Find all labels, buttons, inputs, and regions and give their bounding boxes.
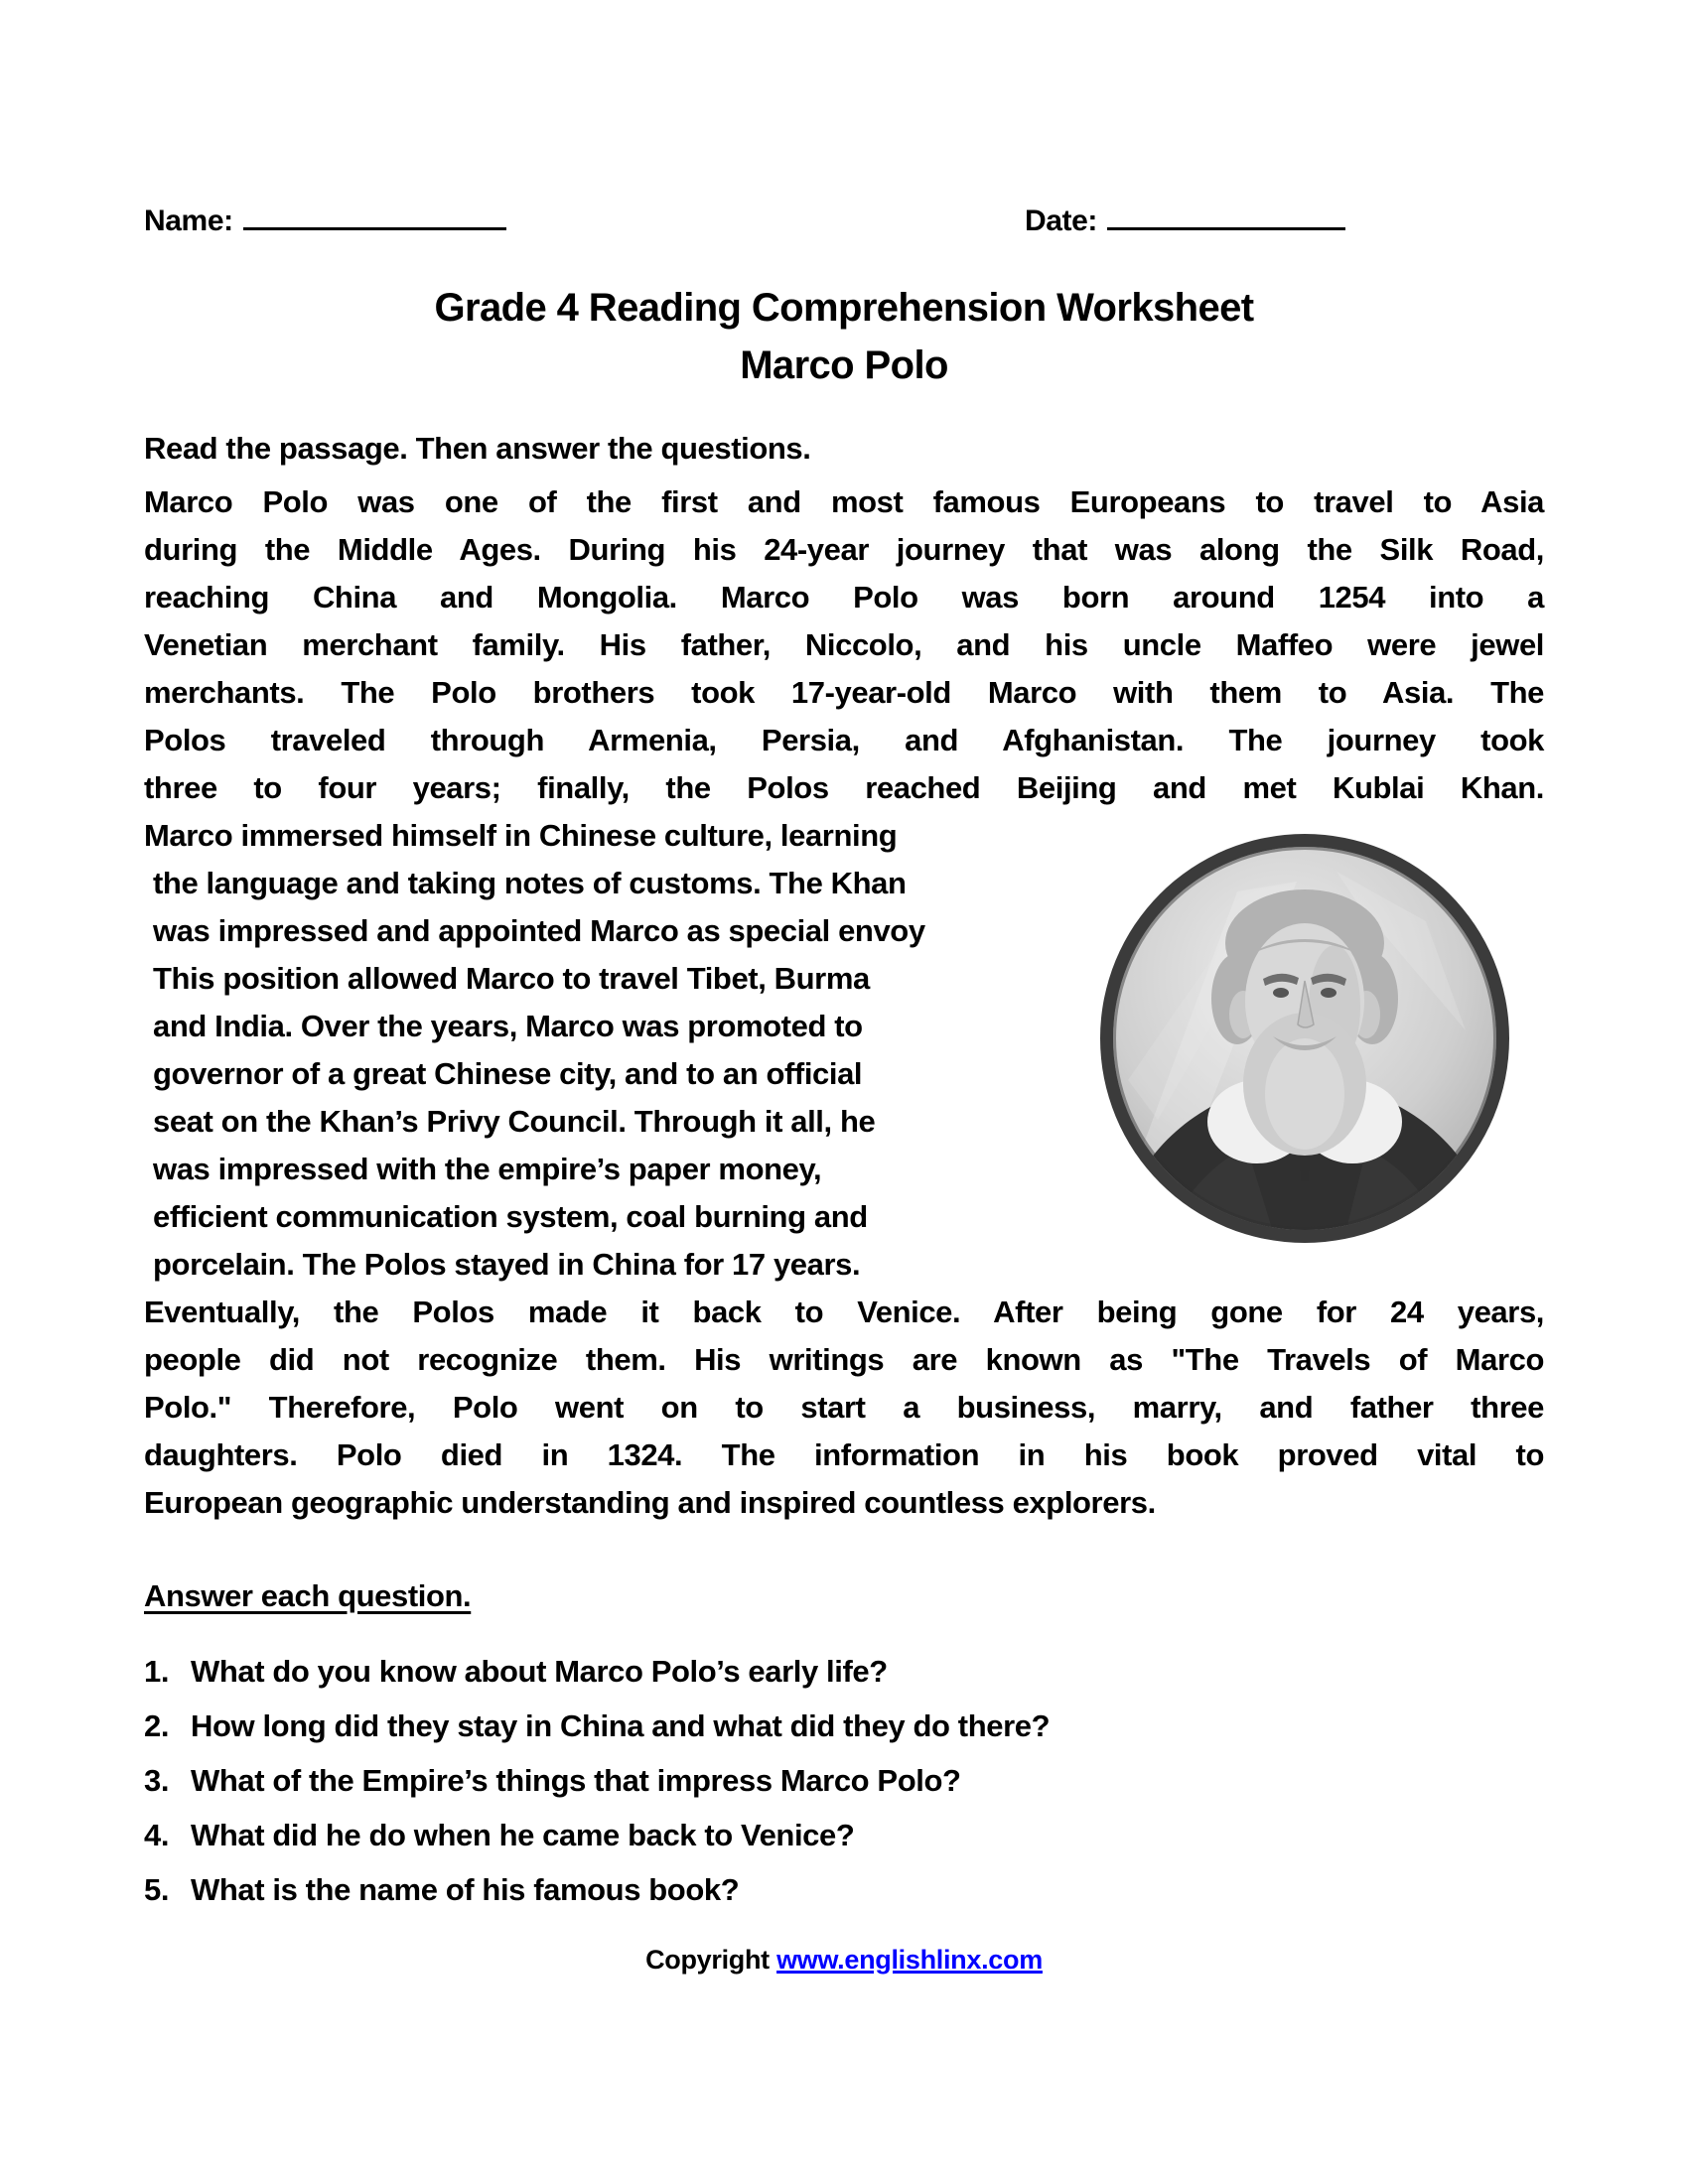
date-field [1025,198,1345,241]
question-text: What did he do when he came back to Venice? [191,1818,855,1852]
question-item [144,1703,1544,1750]
name-date-row [144,202,1544,241]
passage-line: during the Middle Ages. During his 24-year journey that was along the Silk Road, [144,532,1544,567]
passage-line: reaching China and Mongolia. Marco Polo was born around 1254 into a [144,580,1544,614]
englishlinx-link[interactable]: www.englishlinx.com [776,1945,1043,1975]
question-text: What do you know about Marco Polo’s early life? [191,1654,888,1689]
passage-line: seat on the Khan’s Privy Council. Through it all, he [153,1104,876,1139]
instruction-text: Read the passage. Then answer the questions. [144,431,811,466]
questions-list [144,1648,1544,1914]
passage-line: was impressed with the empire’s paper money, [153,1152,822,1186]
question-item [144,1812,1544,1859]
passage-line: merchants. The Polo brothers took 17-year-old Marco with them to Asia. The [144,675,1544,710]
page-title: Grade 4 Reading Comprehension Worksheet [434,286,1254,330]
name-field [144,198,506,241]
copyright-label: Copyright [645,1945,770,1975]
passage-line: European geographic understanding and inspired countless explorers. [144,1485,1156,1520]
passage-line: Eventually, the Polos made it back to Venice. After being gone for 24 years, [144,1295,1544,1329]
passage-line: was impressed and appointed Marco as special envoy [153,913,925,948]
passage-paragraph-top [144,478,1544,812]
passage-line: Venetian merchant family. His father, Niccolo, and his uncle Maffeo were jewel [144,627,1544,662]
passage-line: governor of a great Chinese city, and to an official [153,1056,863,1091]
name-blank-line [243,198,506,230]
question-item [144,1757,1544,1805]
passage-line: Polos traveled through Armenia, Persia, and Afghanistan. The journey took [144,723,1544,757]
passage-line: Marco immersed himself in Chinese culture, learning [144,818,898,853]
question-number: 3. [144,1763,170,1798]
date-blank-line [1107,198,1345,230]
question-text: What of the Empire’s things that impress Marco Polo? [191,1763,961,1798]
passage-line: Polo." Therefore, Polo went on to start a business, marry, and father three [144,1390,1544,1425]
passage-paragraph-beside-image [144,812,1087,1289]
marco-polo-portrait-image [1098,832,1511,1245]
question-text: What is the name of his famous book? [191,1872,740,1907]
question-item [144,1866,1544,1914]
passage-line: porcelain. The Polos stayed in China for 17 years. [153,1247,861,1282]
page-subtitle: Marco Polo [740,343,948,387]
name-label: Name: [144,205,233,237]
footer [144,1942,1544,1978]
date-label: Date: [1024,205,1097,237]
passage-line: people did not recognize them. His writings are known as "The Travels of Marco [144,1342,1544,1377]
question-number: 1. [144,1654,170,1689]
question-number: 4. [144,1818,170,1852]
passage-line: three to four years; finally, the Polos reached Beijing and met Kublai Khan. [144,770,1544,805]
passage-line: and India. Over the years, Marco was promoted to [153,1009,863,1043]
question-number: 2. [144,1708,170,1743]
passage-line: Marco Polo was one of the first and most famous Europeans to travel to Asia [144,484,1544,519]
question-item [144,1648,1544,1696]
questions-heading: Answer each question. [144,1578,472,1613]
passage-line: This position allowed Marco to travel Tibet, Burma [153,961,870,996]
passage-paragraph-bottom [144,1289,1544,1527]
passage-line: the language and taking notes of customs. The Khan [153,866,907,900]
passage-line: daughters. Polo died in 1324. The information in his book proved vital to [144,1437,1544,1472]
question-number: 5. [144,1872,170,1907]
passage-line: efficient communication system, coal burning and [153,1199,868,1234]
question-text: How long did they stay in China and what did they do there? [191,1708,1051,1743]
